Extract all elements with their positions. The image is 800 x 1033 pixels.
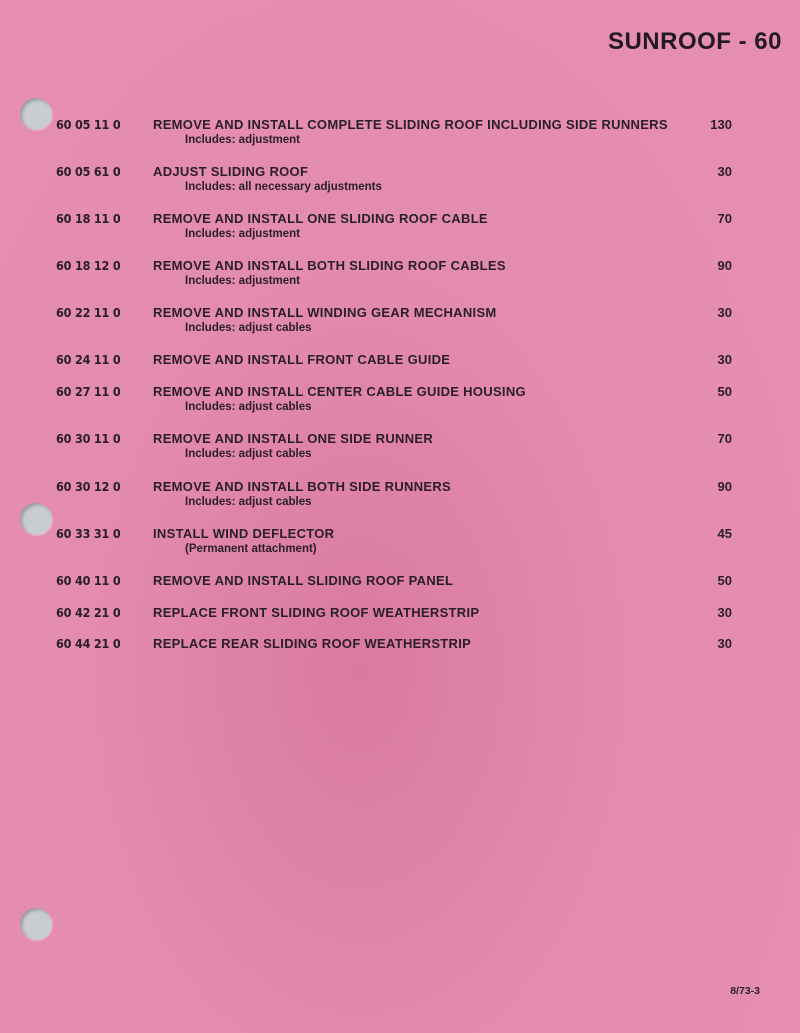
operation-code: 60 24 11 0 (56, 352, 121, 367)
operation-code: 60 42 21 0 (56, 605, 121, 620)
operation-note: Includes: all necessary adjustments (185, 181, 382, 193)
punch-hole-top (20, 98, 52, 130)
operation-description: REMOVE AND INSTALL CENTER CABLE GUIDE HOUSING (153, 384, 526, 399)
operation-note: Includes: adjust cables (185, 496, 312, 508)
operation-description: REMOVE AND INSTALL BOTH SLIDING ROOF CABLES (153, 258, 506, 273)
operation-description: ADJUST SLIDING ROOF (153, 164, 309, 179)
operation-code: 60 30 12 0 (56, 479, 121, 494)
punch-hole-bottom (20, 908, 52, 940)
operation-time: 70 (717, 431, 732, 446)
operation-note: Includes: adjust cables (185, 322, 312, 334)
operation-code: 60 44 21 0 (56, 636, 121, 651)
operation-time: 90 (717, 258, 732, 273)
operation-code: 60 22 11 0 (56, 305, 121, 320)
operation-time: 30 (717, 605, 732, 620)
operation-code: 60 40 11 0 (56, 573, 121, 588)
operation-note: Includes: adjustment (185, 134, 301, 146)
operation-description: REMOVE AND INSTALL BOTH SIDE RUNNERS (153, 479, 452, 494)
operation-description: REMOVE AND INSTALL ONE SIDE RUNNER (153, 431, 434, 446)
operation-time: 45 (717, 526, 732, 541)
operation-time: 30 (717, 352, 732, 367)
operation-code: 60 05 11 0 (56, 117, 121, 132)
operation-description: REMOVE AND INSTALL COMPLETE SLIDING ROOF INCLUDING SIDE RUNNERS (153, 117, 668, 132)
operation-code: 60 30 11 0 (56, 431, 121, 446)
operation-time: 30 (717, 636, 732, 651)
operation-time: 70 (717, 211, 732, 226)
operation-code: 60 05 61 0 (56, 164, 121, 179)
operation-description: REPLACE FRONT SLIDING ROOF WEATHERSTRIP (153, 605, 480, 620)
operation-description: REMOVE AND INSTALL WINDING GEAR MECHANISM (153, 305, 497, 320)
operation-time: 50 (717, 384, 732, 399)
operation-time: 30 (717, 164, 732, 179)
operation-description: REPLACE REAR SLIDING ROOF WEATHERSTRIP (153, 636, 472, 651)
operation-time: 50 (717, 573, 732, 588)
operation-code: 60 18 11 0 (56, 211, 121, 226)
operation-code: 60 33 31 0 (56, 526, 121, 541)
operation-description: REMOVE AND INSTALL FRONT CABLE GUIDE (153, 352, 451, 367)
operation-time: 130 (710, 117, 732, 132)
operation-description: INSTALL WIND DEFLECTOR (153, 526, 335, 541)
operation-note: Includes: adjust cables (185, 448, 312, 460)
operation-note: Includes: adjust cables (185, 401, 312, 413)
operation-time: 90 (717, 479, 732, 494)
punch-hole-middle (20, 503, 52, 535)
operation-note: Includes: adjustment (185, 275, 301, 287)
operation-description: REMOVE AND INSTALL SLIDING ROOF PANEL (153, 573, 454, 588)
operation-time: 30 (717, 305, 732, 320)
operation-code: 60 27 11 0 (56, 384, 121, 399)
operation-code: 60 18 12 0 (56, 258, 121, 273)
page-footer-code: 8/73-3 (730, 985, 760, 997)
operation-note: (Permanent attachment) (185, 543, 317, 555)
operation-description: REMOVE AND INSTALL ONE SLIDING ROOF CABLE (153, 211, 488, 226)
operation-note: Includes: adjustment (185, 228, 301, 240)
page-title: SUNROOF - 60 (607, 28, 782, 55)
